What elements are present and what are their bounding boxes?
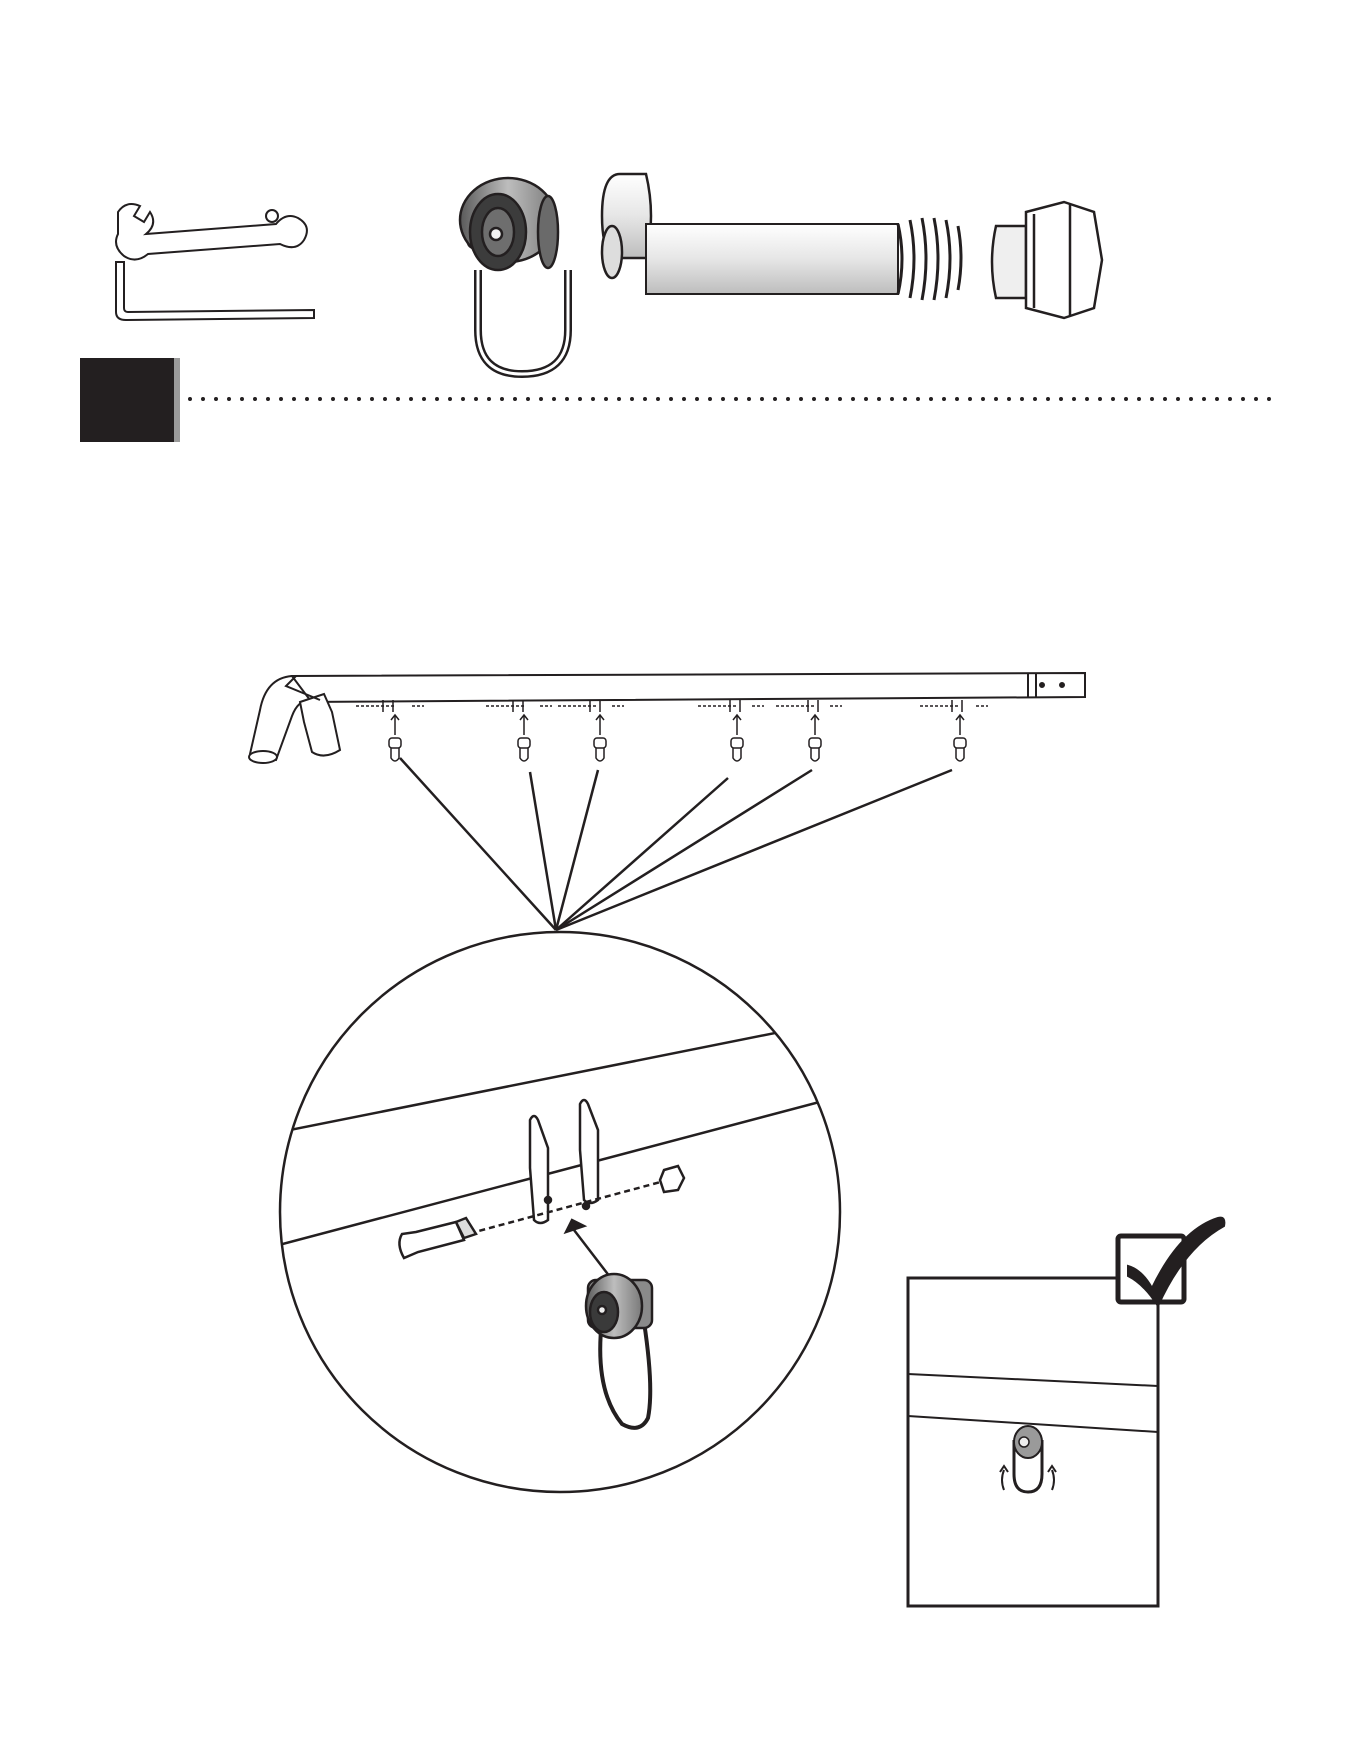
correct-install-check (908, 1218, 1224, 1606)
hanger-positions (356, 700, 988, 761)
lock-nut-icon (992, 202, 1102, 318)
hex-key-icon (116, 262, 314, 320)
swing-hanger-icon (460, 178, 568, 374)
bolt-icon (602, 174, 961, 300)
step-number-block (80, 358, 174, 442)
callout-lines (400, 758, 952, 930)
magnified-hanger-attachment (260, 932, 880, 1492)
wrench-icon (116, 204, 307, 260)
